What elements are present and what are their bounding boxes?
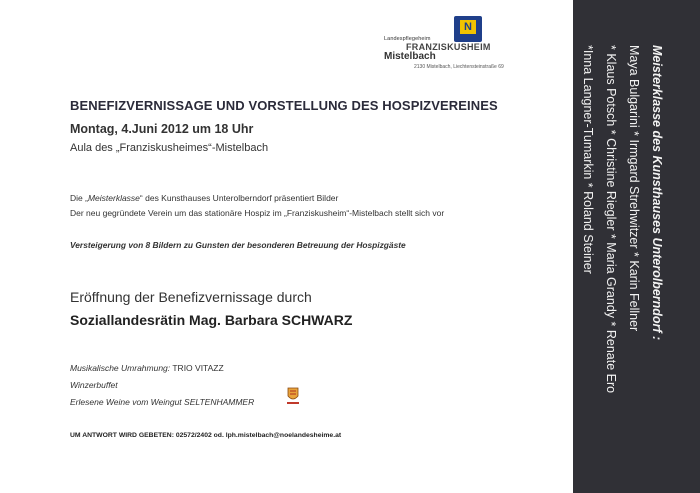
intro-line-1-prefix: Die „ (70, 193, 88, 203)
artist-list (576, 45, 668, 465)
opening-speaker: Soziallandesrätin Mag. Barbara SCHWARZ (70, 312, 353, 328)
auction-note: Versteigerung von 8 Bildern zu Gunsten der besonderen Betreuung der Hospizgäste (70, 240, 406, 250)
music-label: Musikalische Umrahmung: (70, 363, 171, 373)
logo-letter: N (460, 20, 476, 34)
logo-address: 2130 Mistelbach, Liechtensteinstraße 69 (414, 64, 504, 70)
intro-line-1 (70, 193, 338, 203)
sidebar-artists-line-3: *Inna Langner-Tumarkin * Roland Steiner (581, 45, 595, 274)
noe-landesheim-logo-icon (454, 16, 482, 42)
music-value: TRIO VITAZZ (170, 363, 224, 373)
event-title: BENEFIZVERNISSAGE UND VORSTELLUNG DES HOSPIZVEREINES (70, 98, 498, 113)
opening-line: Eröffnung der Benefizvernissage durch (70, 289, 312, 305)
winery-crest-icon (286, 386, 300, 406)
intro-line-2: Der neu gegründete Verein um das stationäre Hospiz im „Franziskusheim“-Mistelbach stellt sich vor (70, 208, 445, 218)
intro-line-1-italic: Meisterklasse (87, 193, 140, 203)
logo-top-label: Landespflegeheim (384, 36, 431, 42)
franziskusheim-logo (384, 14, 534, 72)
event-date: Montag, 4.Juni 2012 um 18 Uhr (70, 122, 254, 136)
music-line (70, 363, 224, 373)
artist-sidebar (573, 0, 700, 493)
sidebar-artists-line-2: * Klaus Potsch * Christine Riegler * Maria Grandy * Renate Ero (604, 45, 618, 394)
sidebar-artists-line-1: Maya Bulgarini * Irmgard Strehwitzer * Karin Fellner (627, 45, 641, 332)
intro-line-1-suffix: “ des Kunsthauses Unterolberndorf präsentiert Bilder (139, 193, 339, 203)
buffet-line: Winzerbuffet (70, 380, 118, 390)
rsvp-line: UM ANTWORT WIRD GEBETEN: 02572/2402 od. lph.mistelbach@noelandesheime.at (70, 432, 342, 439)
logo-city: Mistelbach (384, 51, 436, 62)
sidebar-heading: Meisterklasse des Kunsthauses Unterolberndorf : (650, 45, 664, 341)
event-venue: Aula des „Franziskusheimes“-Mistelbach (70, 142, 269, 154)
logo-name: FRANZISKUSHEIM (406, 42, 491, 52)
wine-line: Erlesene Weine vom Weingut SELTENHAMMER (70, 397, 255, 407)
